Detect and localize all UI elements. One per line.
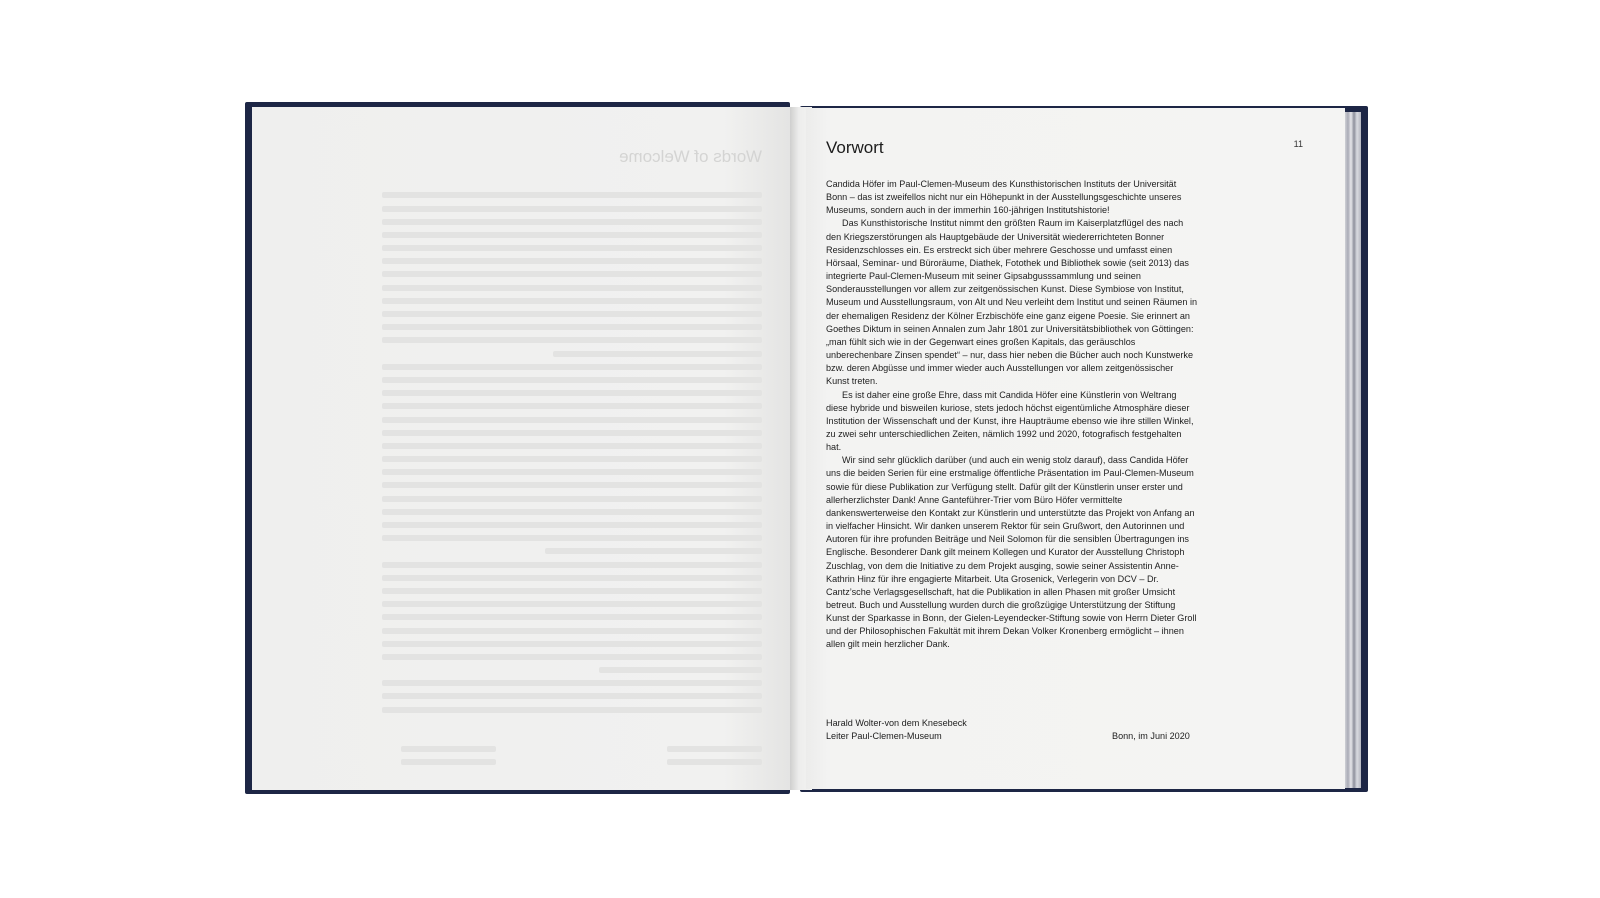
show-through-bar — [382, 562, 762, 568]
show-through-spacer — [382, 717, 762, 730]
show-through-line — [382, 611, 762, 624]
show-through-bar — [382, 535, 762, 541]
show-through-line — [382, 295, 762, 308]
show-through-bar — [382, 496, 762, 502]
show-through-bar — [382, 324, 762, 330]
show-through-line — [382, 347, 762, 360]
show-through-line — [382, 387, 762, 400]
signature-name: Harald Wolter-von dem Knesebeck — [826, 718, 967, 728]
show-through-bar — [382, 601, 762, 607]
show-through-bar — [382, 271, 762, 277]
show-through-bar — [382, 232, 762, 238]
show-through-line — [382, 189, 762, 202]
show-through-line — [382, 690, 762, 703]
show-through-bar — [382, 482, 762, 488]
show-through-line — [382, 677, 762, 690]
foreword-body — [826, 178, 1198, 652]
show-through-line — [382, 637, 762, 650]
show-through-title: Words of Welcome — [619, 147, 762, 166]
show-through-bar — [382, 337, 762, 343]
page-title: Vorwort — [826, 138, 884, 157]
show-through-bar — [382, 245, 762, 251]
show-through-line — [382, 374, 762, 387]
show-through-spacer — [382, 730, 762, 743]
show-through-line — [382, 598, 762, 611]
show-through-bar — [545, 548, 762, 554]
show-through-bar — [382, 575, 762, 581]
show-through-bar — [382, 430, 762, 436]
show-through-bar — [382, 403, 762, 409]
show-through-line — [382, 545, 762, 558]
left-page — [252, 107, 807, 790]
signature-role: Leiter Paul-Clemen-Museum — [826, 731, 942, 741]
show-through-line — [382, 268, 762, 281]
signature-place-date: Bonn, im Juni 2020 — [1112, 731, 1190, 741]
show-through-lines — [382, 189, 762, 769]
show-through-bar — [382, 614, 762, 620]
show-through-line — [382, 242, 762, 255]
show-through-bar — [382, 285, 762, 291]
page-number: 11 — [1293, 139, 1303, 149]
show-through-line — [382, 743, 762, 756]
show-through-line — [382, 624, 762, 637]
show-through-text — [382, 145, 762, 769]
show-through-bar — [382, 628, 762, 634]
show-through-line — [382, 334, 762, 347]
paragraph-3: Es ist daher eine große Ehre, dass mit Candida Höfer eine Künstlerin von Weltrang diese hybride und bisweilen kuriose, stets jedoch höchst eigentümliche Atmosphäre dieser Institution der Wissenschaft und der Kunst, ihre Haupträume ebenso wie ihre stillen Winkel, zu zwei sehr unterschiedlichen Zeiten, nämlich 1992 und 2020, fotografisch festgehalten hat. — [826, 389, 1194, 453]
show-through-line — [382, 229, 762, 242]
show-through-line — [382, 585, 762, 598]
show-through-line — [382, 756, 762, 769]
show-through-line — [382, 703, 762, 716]
show-through-bar — [382, 680, 762, 686]
show-through-line — [382, 255, 762, 268]
show-through-line — [382, 453, 762, 466]
show-through-line — [382, 281, 762, 294]
page-block-edge — [1345, 112, 1361, 788]
show-through-line — [382, 479, 762, 492]
show-through-bar — [667, 759, 762, 765]
paragraph-4: Wir sind sehr glücklich darüber (und auch ein wenig stolz darauf), dass Candida Höfer uns die beiden Serien für eine erstmalige öffentliche Präsentation im Paul-Clemen-Museum sowie für diese Publikation zur Verfügung stellt. Dafür gilt der Künstlerin unser erster und allerherzlichster Dank! Anne Ganteführer-Trier vom Büro Höfer vermittelte dankenswerterweise den Kontakt zur Künstlerin und unterstützte das Projekt von Anfang an in vielfacher Hinsicht. Wir danken unserem Rektor für sein Grußwort, den Autorinnen und Autoren für ihre profunden Beiträge und Neil Solomon für die sensiblen Übertragungen ins Englische. Besonderer Dank gilt meinem Kollegen und Kurator der Ausstellung Christoph Zuschlag, von dem die Initiative zu dem Projekt ausging, sowie seiner Assistentin Anne-Kathrin Hinz für ihre engagierte Mitarbeit. Uta Grosenick, Verlegerin von DCV – Dr. Cantz’sche Verlagsgesellschaft, hat die Publikation in allen Phasen mit großer Umsicht betreut. Buch und Ausstellung wurden durch die großzügige Unterstützung der Stiftung Kunst der Sparkasse in Bonn, der Gielen-Leyendecker-Stiftung sowie von Herrn Dieter Groll und der Philosophischen Fakultät mit ihrem Dekan Volker Kronenberg ermöglicht – ihnen allen gilt mein herzlicher Dank. — [826, 455, 1197, 650]
show-through-bar — [382, 377, 762, 383]
show-through-bar — [382, 364, 762, 370]
show-through-bar — [599, 667, 762, 673]
show-through-line — [382, 440, 762, 453]
show-through-bar — [382, 522, 762, 528]
show-through-bar — [382, 417, 762, 423]
show-through-bar — [382, 693, 762, 699]
show-through-bar — [382, 707, 762, 713]
paragraph-2: Das Kunsthistorische Institut nimmt den größten Raum im Kaiserplatzflügel des nach den Kriegszerstörungen als Hauptgebäude der Universität wiedererrichteten Bonner Residenzschlosses ein. Es erstreckt sich über mehrere Geschosse und umfasst einen Hörsaal, Seminar- und Büroräume, Diathek, Fotothek und Bibliothek sowie (seit 2013) das integrierte Paul-Clemen-Museum mit seiner Gipsabgusssammlung und seinen Sonderausstellungen vor allem zur zeitgenössischen Kunst. Diese Symbiose von Institut, Museum und Ausstellungsraum, von Alt und Neu verleiht dem Institut und seinen Räumen in der ehemaligen Residenz der Kölner Erzbischöfe eine ganz eigene Poesie. Sie erinnert an Goethes Diktum in seinen Annalen zum Jahr 1801 zur Universitätsbibliothek von Göttingen: „man fühlt sich wie in der Gegenwart eines großen Kapitals, das geräuschlos unberechenbare Zinsen spendet“ – nur, dass hier neben die Bücher auch noch Kunstwerke bzw. deren Abgüsse und immer wieder auch Ausstellungen vor allem zeitgenössischer Kunst treten. — [826, 218, 1198, 387]
show-through-bar — [382, 654, 762, 660]
right-page — [806, 108, 1345, 789]
show-through-bar — [382, 311, 762, 317]
show-through-line — [382, 466, 762, 479]
show-through-line — [382, 426, 762, 439]
show-through-line — [382, 558, 762, 571]
show-through-bar — [382, 641, 762, 647]
show-through-bar — [382, 456, 762, 462]
show-through-line — [382, 532, 762, 545]
show-through-line — [382, 492, 762, 505]
show-through-line — [382, 651, 762, 664]
show-through-line — [382, 519, 762, 532]
show-through-bar — [382, 192, 762, 198]
show-through-line — [382, 571, 762, 584]
show-through-bar — [382, 390, 762, 396]
show-through-bar — [382, 206, 762, 212]
show-through-bar — [382, 469, 762, 475]
show-through-line — [382, 215, 762, 228]
show-through-line — [382, 413, 762, 426]
paragraph-1: Candida Höfer im Paul-Clemen-Museum des Kunsthistorischen Instituts der Universität Bonn – das ist zweifellos nicht nur ein Höhepunkt in der Ausstellungsgeschichte unseres Museums, sondern auch in der immerhin 160-jährigen Institutshistorie! — [826, 179, 1182, 216]
show-through-bar — [401, 759, 496, 765]
show-through-bar — [553, 351, 762, 357]
show-through-line — [382, 400, 762, 413]
show-through-line — [382, 321, 762, 334]
show-through-line — [382, 664, 762, 677]
show-through-bar — [382, 509, 762, 515]
show-through-bar — [382, 258, 762, 264]
show-through-bar — [382, 588, 762, 594]
show-through-bar — [667, 746, 762, 752]
show-through-bar — [382, 219, 762, 225]
show-through-line — [382, 202, 762, 215]
show-through-bar — [382, 298, 762, 304]
show-through-bar — [382, 443, 762, 449]
show-through-line — [382, 506, 762, 519]
show-through-line — [382, 308, 762, 321]
show-through-bar — [401, 746, 496, 752]
show-through-line — [382, 360, 762, 373]
